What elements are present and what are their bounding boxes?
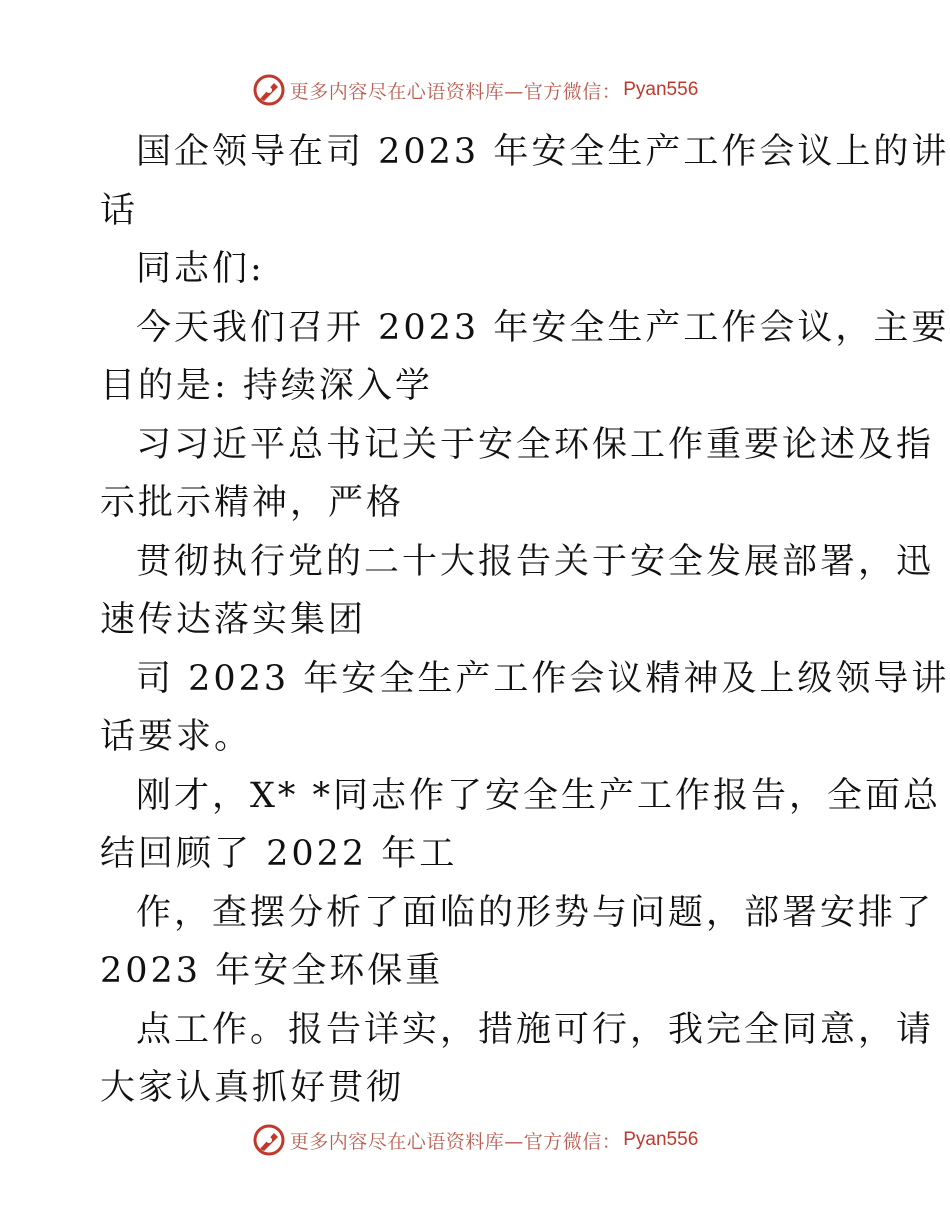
doc-line: 今天我们召开 2023 年安全生产工作会议，主要 — [136, 307, 950, 348]
watermark-header — [0, 70, 950, 110]
doc-line: 目的是: 持续深入学 — [100, 366, 433, 406]
doc-line: 2023 年安全环保重 — [100, 951, 444, 991]
doc-line: 同志们: — [136, 249, 265, 289]
doc-line: 大家认真抓好贯彻 — [100, 1068, 405, 1108]
doc-line: 结回顾了 2022 年工 — [100, 834, 458, 874]
watermark-wechat-id: Pyan556 — [623, 79, 699, 100]
doc-line: 作，查摆分析了面临的形势与问题，部署安排了 — [136, 892, 935, 933]
doc-line: 国企领导在司 2023 年安全生产工作会议上的讲 — [136, 132, 950, 172]
watermark-footer — [0, 1120, 950, 1160]
watermark-text: 更多内容尽在心语资料库—官方微信： — [289, 80, 622, 103]
doc-line: 习习近平总书记关于安全环保工作重要论述及指 — [136, 424, 935, 465]
doc-line: 话要求。 — [100, 717, 253, 757]
doc-line: 刚才，X* *同志作了安全生产工作报告，全面总 — [136, 775, 942, 816]
doc-line: 司 2023 年安全生产工作会议精神及上级领导讲 — [136, 658, 950, 699]
watermark-wechat-id: Pyan556 — [623, 1129, 699, 1150]
doc-line: 速传达落实集团 — [100, 600, 367, 640]
pen-logo-icon — [252, 1123, 286, 1157]
doc-line: 点工作。报告详实，措施可行，我完全同意，请 — [136, 1009, 935, 1050]
document-body — [100, 123, 950, 1118]
doc-line: 话 — [100, 190, 139, 231]
doc-line: 贯彻执行党的二十大报告关于安全发展部署，迅 — [136, 541, 935, 582]
watermark-text: 更多内容尽在心语资料库—官方微信： — [289, 1130, 622, 1153]
doc-line: 示批示精神，严格 — [100, 483, 405, 523]
pen-logo-icon — [252, 73, 286, 107]
